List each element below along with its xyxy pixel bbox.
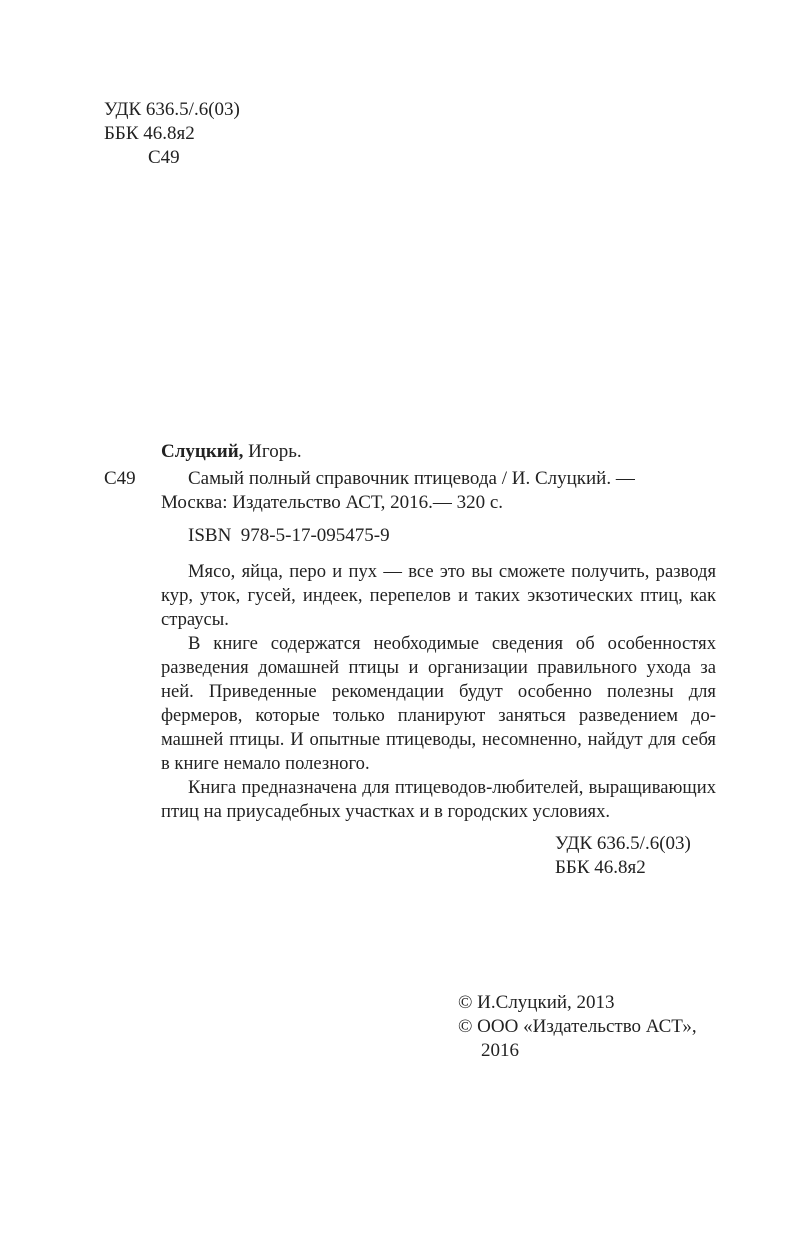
copyright-year: 2016 [481,1040,519,1061]
copyright-publisher: © ООО «Издательство АСТ», [458,1016,697,1037]
copyright-author: © И.Слуцкий, 2013 [458,992,615,1013]
annotation-paragraph: Мясо, яйца, перо и пух — все это вы сможете получить, разводя кур, уток, гусей, индеек, перепелов и таких экзотических птиц, как страусы. [161,561,716,630]
author-surname: Слуцкий, [161,441,244,462]
annotation-paragraph: В книге содержатся необходимые сведения об особенностях разведения домашней птицы и организации правильного ухода за ней. Приведенные рекомендации будут особенно полезны для фермеров, которые только планируют заняться разведением домашней птицы. И опытные птицеводы, несомненно, найдут для себя в книге немало полезного. [161,633,716,774]
author-mark: С49 [104,468,136,489]
bbk-code-top: ББК 46.8я2 [104,123,195,144]
udk-code-top: УДК 636.5/.6(03) [104,99,240,120]
annotation [161,560,716,824]
isbn: ISBN 978-5-17-095475-9 [188,525,390,546]
author-heading [161,440,302,464]
author-given-name: Игорь. [243,441,302,462]
book-title-line: Самый полный справочник птицевода / И. Слуцкий. — [188,468,635,489]
author-mark-top: С49 [148,147,180,168]
udk-code-bottom: УДК 636.5/.6(03) [555,833,691,854]
publisher-line: Москва: Издательство АСТ, 2016.— 320 с. [161,492,504,513]
annotation-paragraph: Книга предназначена для птицеводов-любителей, выращивающих птиц на приусадебных участках и в городских условиях. [161,777,716,822]
bbk-code-bottom: ББК 46.8я2 [555,857,646,878]
